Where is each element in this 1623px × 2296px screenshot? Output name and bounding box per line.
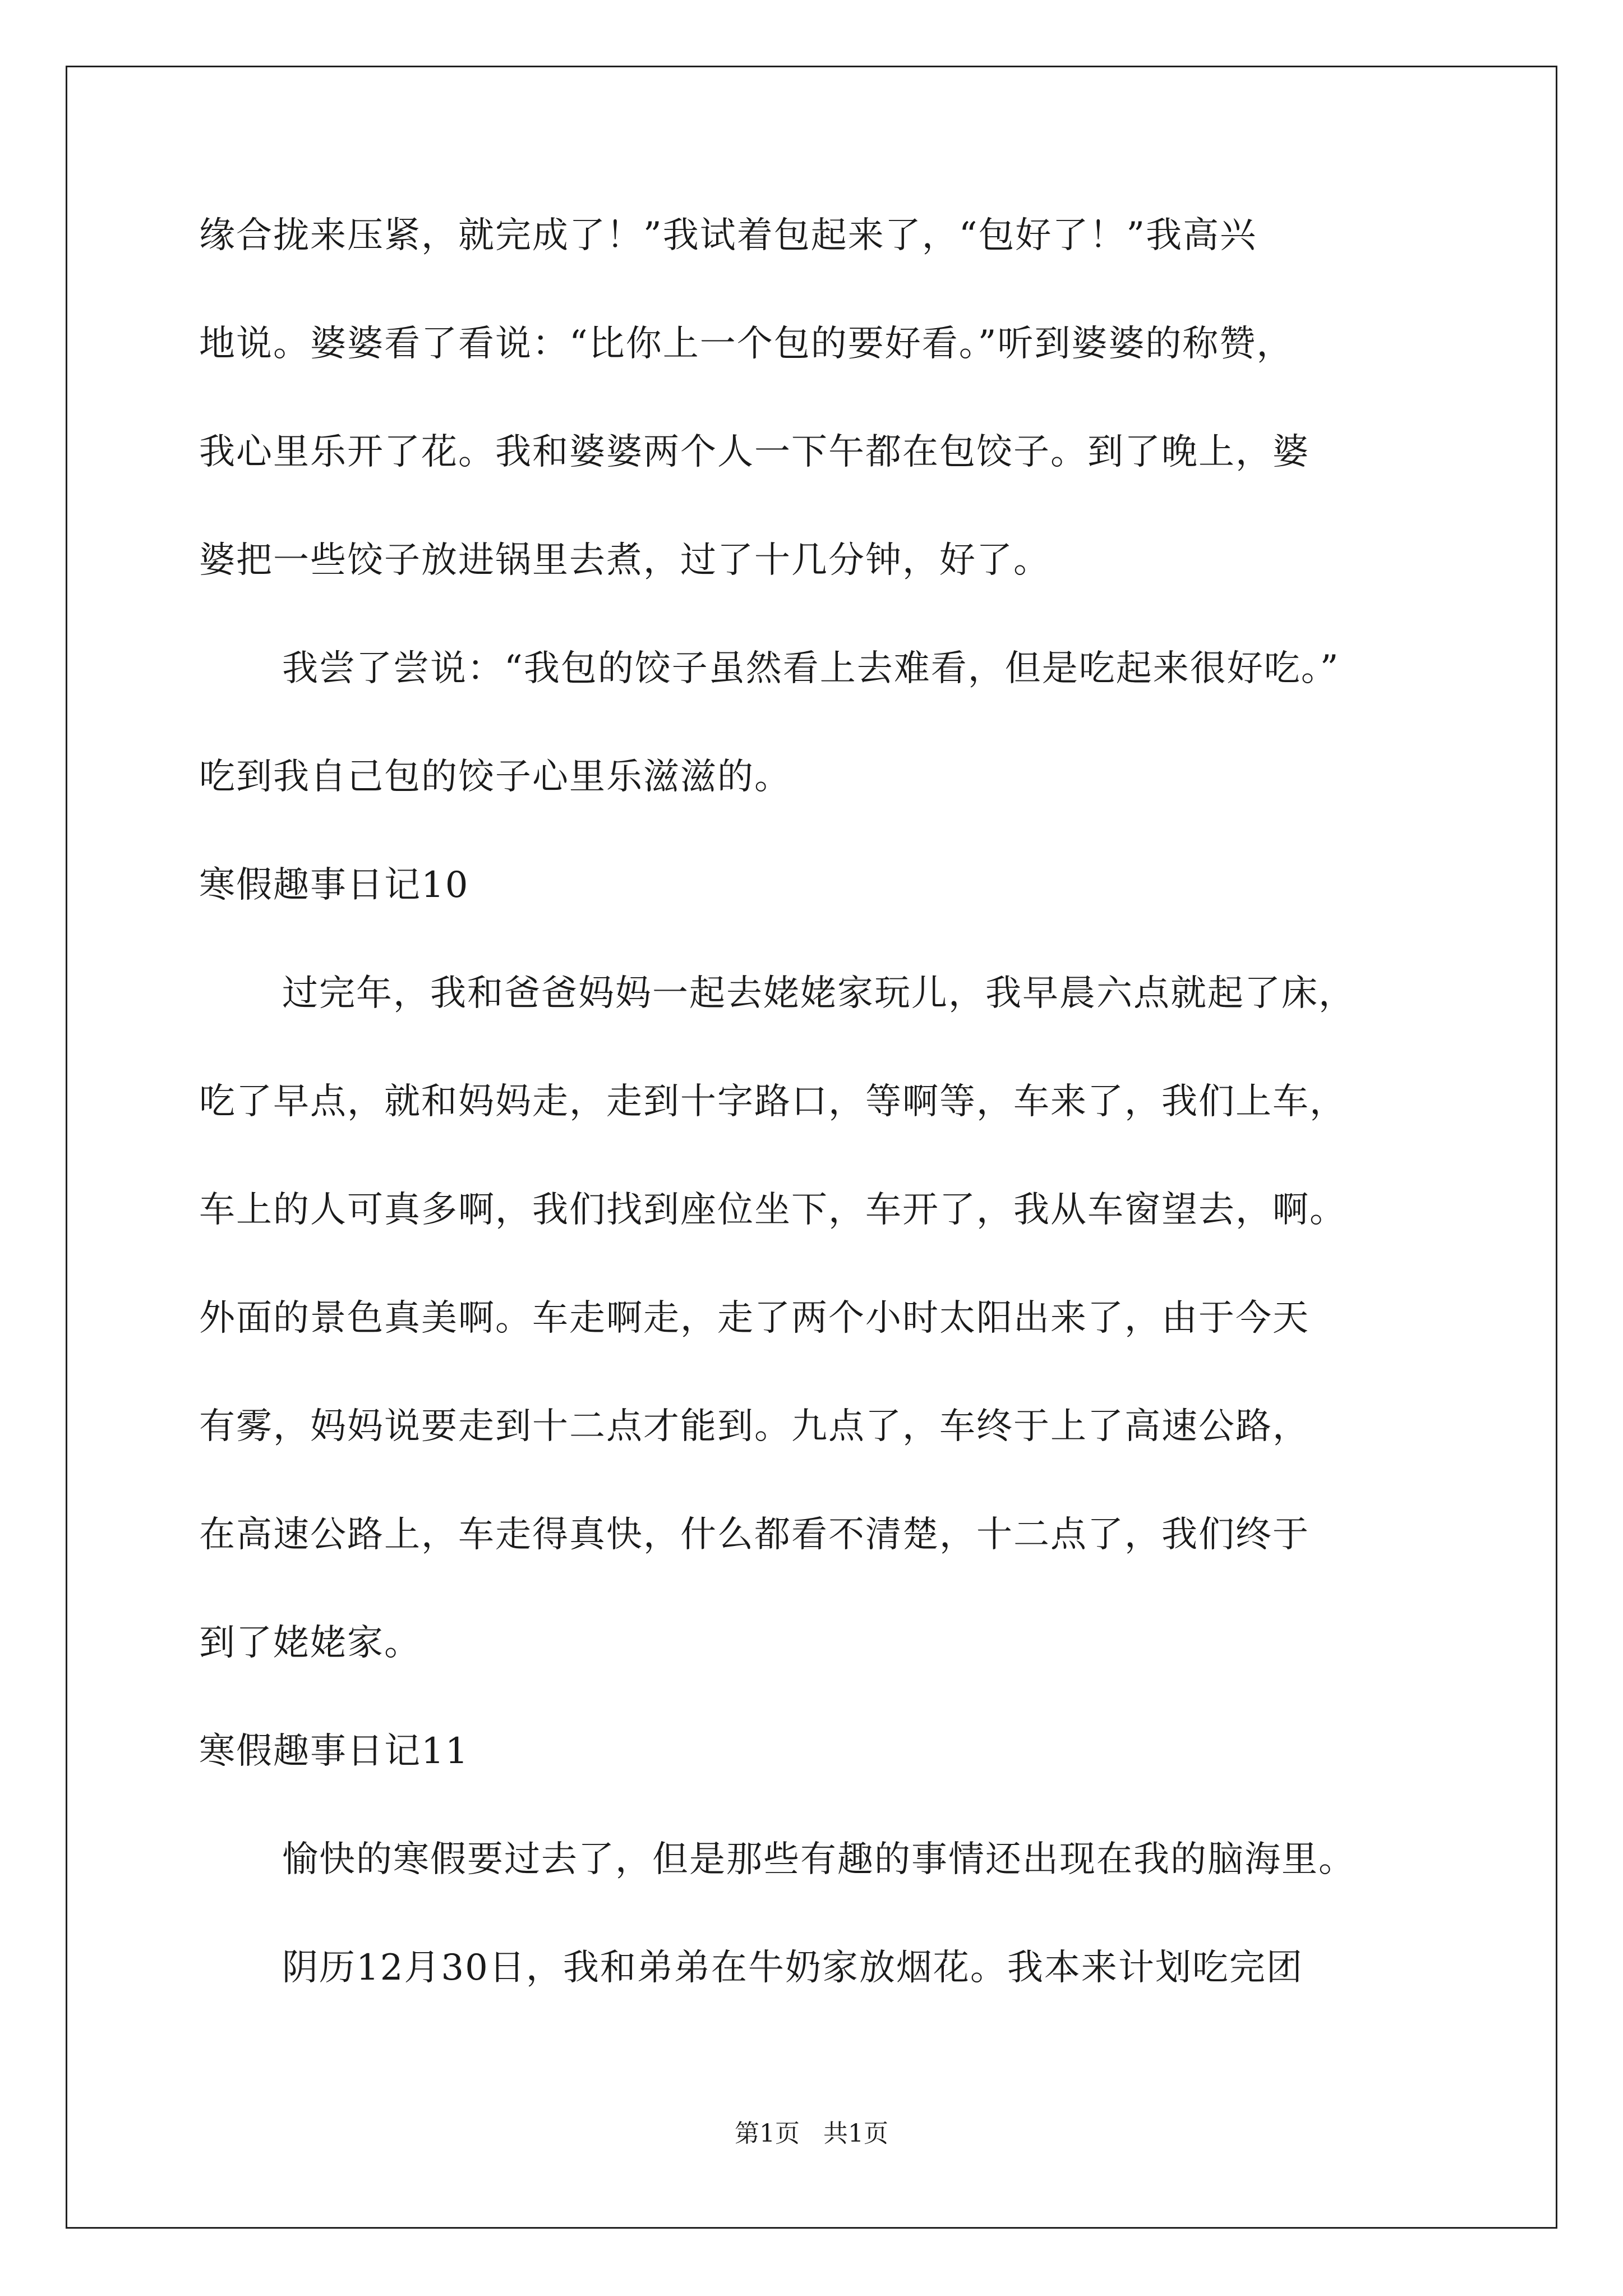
section-heading: 寒假趣事日记10 (199, 864, 469, 906)
text-line: 吃到我自己包的饺子心里乐滋滋的。 (199, 756, 791, 798)
paragraph-first-line: 过完年，我和爸爸妈妈一起去姥姥家玩儿，我早晨六点就起了床， (282, 973, 1355, 1014)
text-line: 吃了早点，就和妈妈走，走到十字路口，等啊等，车来了，我们上车， (199, 1081, 1347, 1122)
section-heading: 寒假趣事日记11 (199, 1731, 469, 1772)
text-line: 缘合拢来压紧，就完成了！”我试着包起来了，“包好了！”我高兴 (199, 215, 1257, 256)
page-border (66, 66, 1557, 2229)
paragraph-first-line: 我尝了尝说：“我包的饺子虽然看上去难看，但是吃起来很好吃。” (282, 648, 1340, 689)
text-line: 到了姥姥家。 (199, 1622, 421, 1664)
text-line: 有雾，妈妈说要走到十二点才能到。九点了，车终于上了高速公路， (199, 1406, 1310, 1447)
text-line: 我心里乐开了花。我和婆婆两个人一下午都在包饺子。到了晚上，婆 (199, 431, 1310, 473)
text-line: 在高速公路上，车走得真快，什么都看不清楚，十二点了，我们终于 (199, 1514, 1310, 1556)
page-number-footer: 第1页 共1页 (735, 2119, 888, 2148)
text-line: 车上的人可真多啊，我们找到座位坐下，车开了，我从车窗望去，啊。 (199, 1189, 1347, 1231)
text-line: 地说。婆婆看了看说：“比你上一个包的要好看。”听到婆婆的称赞， (199, 323, 1294, 365)
paragraph-first-line: 愉快的寒假要过去了，但是那些有趣的事情还出现在我的脑海里。 (282, 1839, 1355, 1880)
text-line: 婆把一些饺子放进锅里去煮，过了十几分钟，好了。 (199, 540, 1050, 581)
paragraph-first-line: 阴历12月30日，我和弟弟在牛奶家放烟花。我本来计划吃完团 (282, 1947, 1303, 1989)
text-line: 外面的景色真美啊。车走啊走，走了两个小时太阳出来了，由于今天 (199, 1297, 1310, 1339)
